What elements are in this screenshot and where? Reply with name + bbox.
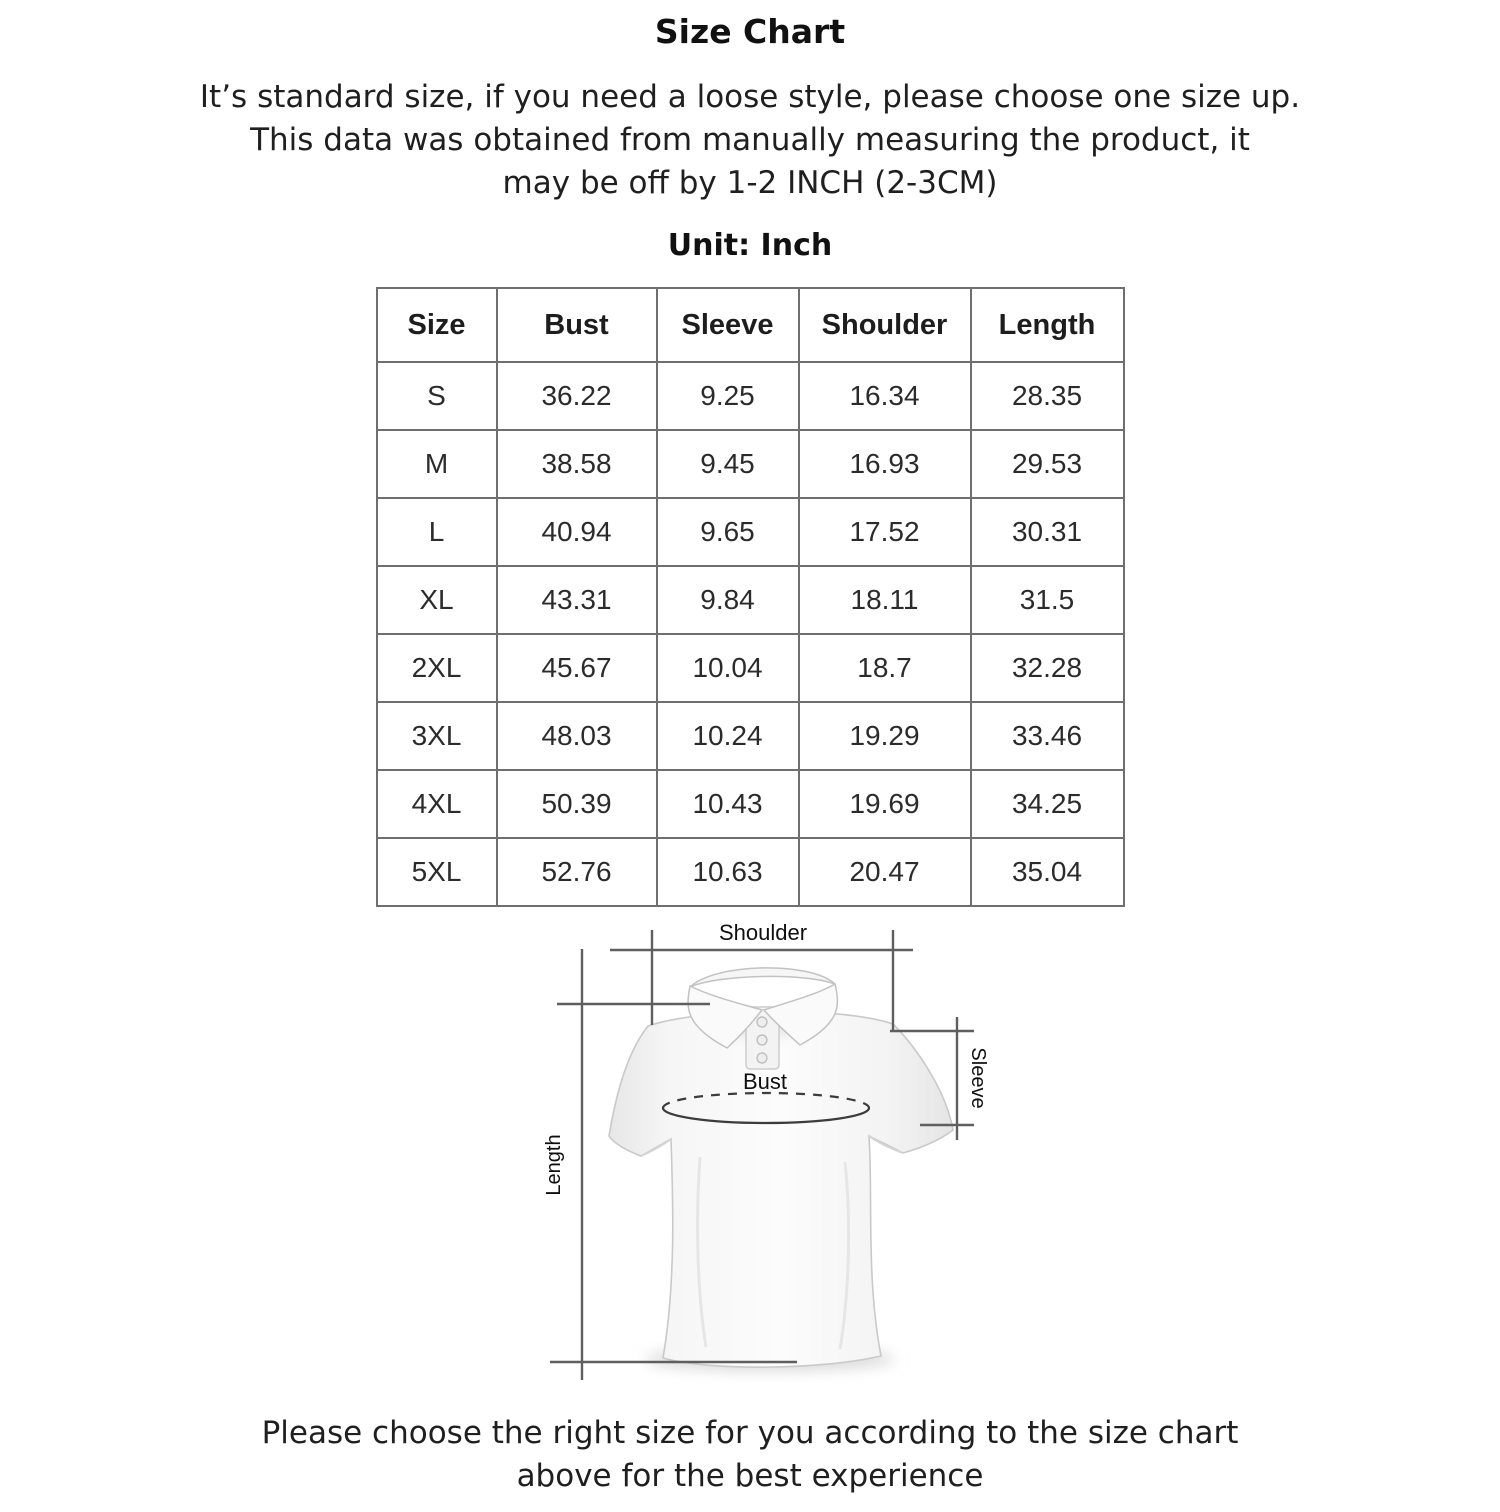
table-cell: 35.04 — [971, 838, 1124, 906]
shirt-measurement-diagram — [0, 907, 1500, 1392]
table-cell: 28.35 — [971, 362, 1124, 430]
table-row — [377, 430, 1124, 498]
footer-line: above for the best experience — [516, 1458, 984, 1494]
table-cell: 48.03 — [497, 702, 657, 770]
table-cell: 20.47 — [799, 838, 971, 906]
table-cell: XL — [377, 566, 497, 634]
table-row — [377, 634, 1124, 702]
table-row — [377, 362, 1124, 430]
table-cell: 16.34 — [799, 362, 971, 430]
table-cell: 18.7 — [799, 634, 971, 702]
header-cell: Size — [377, 288, 497, 362]
footer-line: Please choose the right size for you according to the size chart — [261, 1415, 1239, 1451]
size-chart-page — [0, 12, 1500, 1512]
table-cell: 4XL — [377, 770, 497, 838]
table-cell: 5XL — [377, 838, 497, 906]
intro-line: This data was obtained from manually measuring the product, it — [250, 122, 1250, 158]
table-cell: 29.53 — [971, 430, 1124, 498]
table-row — [377, 566, 1124, 634]
table-cell: 38.58 — [497, 430, 657, 498]
table-cell: 10.63 — [657, 838, 799, 906]
table-cell: 18.11 — [799, 566, 971, 634]
table-row — [377, 702, 1124, 770]
footer-note — [0, 1412, 1500, 1498]
table-cell: 34.25 — [971, 770, 1124, 838]
table-header-row — [377, 288, 1124, 362]
table-cell: 16.93 — [799, 430, 971, 498]
bust-label: Bust — [742, 1069, 788, 1094]
table-cell: 9.65 — [657, 498, 799, 566]
unit-label: Unit: Inch — [667, 228, 833, 263]
table-cell: 32.28 — [971, 634, 1124, 702]
table-cell: 9.45 — [657, 430, 799, 498]
table-cell: 17.52 — [799, 498, 971, 566]
collar-back — [690, 968, 835, 987]
table-cell: 40.94 — [497, 498, 657, 566]
table-cell: L — [377, 498, 497, 566]
table-cell: 19.29 — [799, 702, 971, 770]
intro-line: It’s standard size, if you need a loose style, please choose one size up. — [199, 79, 1301, 115]
page-title: Size Chart — [654, 12, 846, 51]
polo-shirt-illustration — [609, 968, 953, 1371]
table-cell: 3XL — [377, 702, 497, 770]
table-row — [377, 838, 1124, 906]
table-cell: 2XL — [377, 634, 497, 702]
length-label: Length — [543, 1134, 565, 1196]
header-cell: Length — [971, 288, 1124, 362]
size-table — [376, 287, 1125, 907]
intro-line: may be off by 1-2 INCH (2-3CM) — [502, 165, 998, 201]
table-cell: 33.46 — [971, 702, 1124, 770]
table-cell: 43.31 — [497, 566, 657, 634]
intro-text — [0, 76, 1500, 205]
table-cell: 10.43 — [657, 770, 799, 838]
table-cell: 50.39 — [497, 770, 657, 838]
button — [757, 1053, 767, 1063]
table-cell: 9.84 — [657, 566, 799, 634]
size-table-body — [377, 362, 1124, 906]
table-cell: 10.24 — [657, 702, 799, 770]
table-cell: 45.67 — [497, 634, 657, 702]
table-cell: 30.31 — [971, 498, 1124, 566]
button — [757, 1035, 767, 1045]
table-cell: 19.69 — [799, 770, 971, 838]
table-cell: 10.04 — [657, 634, 799, 702]
table-cell: S — [377, 362, 497, 430]
shirt-body — [609, 1011, 953, 1367]
shoulder-label: Shoulder — [718, 920, 808, 945]
button — [757, 1017, 767, 1027]
table-cell: 52.76 — [497, 838, 657, 906]
table-cell: 31.5 — [971, 566, 1124, 634]
table-cell: M — [377, 430, 497, 498]
table-row — [377, 770, 1124, 838]
table-cell: 36.22 — [497, 362, 657, 430]
header-cell: Sleeve — [657, 288, 799, 362]
sleeve-label: Sleeve — [967, 1047, 989, 1109]
header-cell: Shoulder — [799, 288, 971, 362]
header-cell: Bust — [497, 288, 657, 362]
table-row — [377, 498, 1124, 566]
table-cell: 9.25 — [657, 362, 799, 430]
